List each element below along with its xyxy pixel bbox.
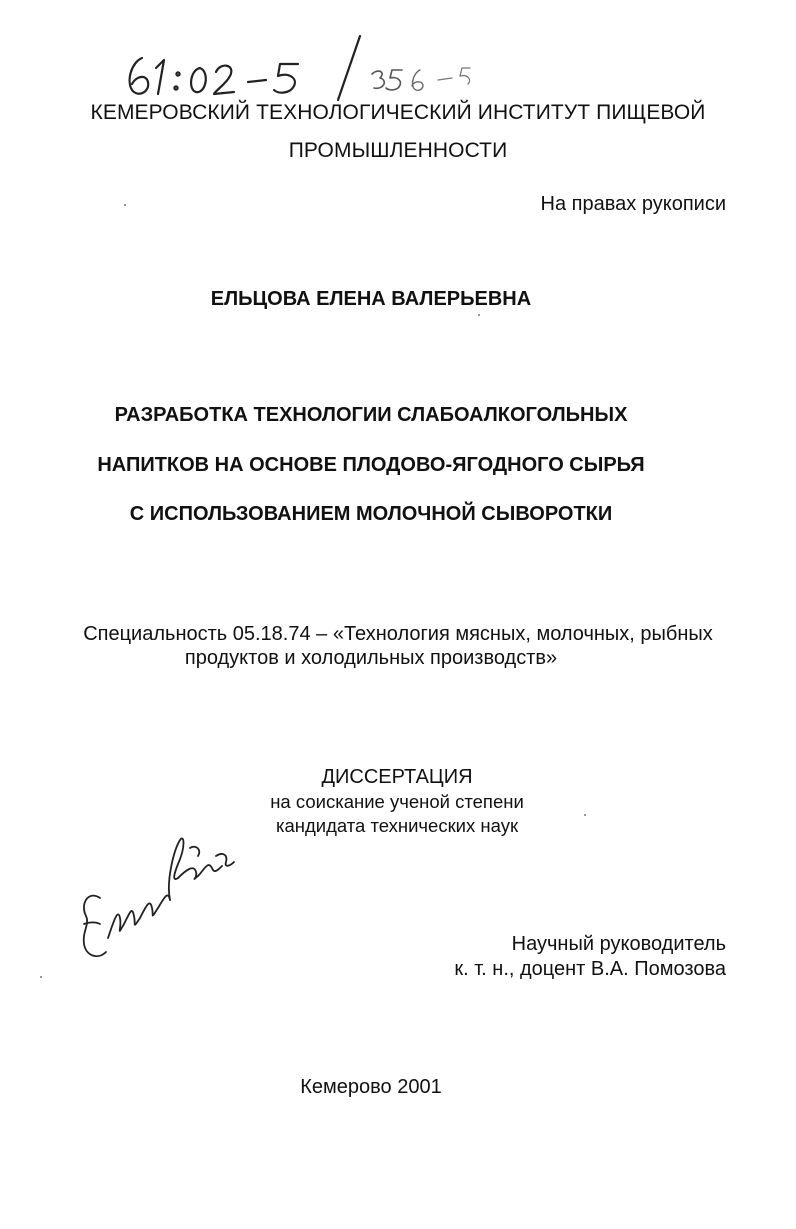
author-signature [70, 820, 240, 980]
dissertation-purpose-line2: кандидата технических наук [275, 815, 519, 836]
scan-speck [40, 976, 42, 978]
dissertation-type: ДИССЕРТАЦИЯ [321, 766, 473, 788]
handwritten-registration-code [120, 28, 540, 108]
rights-notice: На правах рукописи [540, 193, 726, 215]
specialty-line1: Специальность 05.18.74 – «Технология мясных, молочных, рыбных [83, 623, 713, 645]
institute-name-line2: ПРОМЫШЛЕННОСТИ [288, 139, 508, 162]
supervisor-name: к. т. н., доцент В.А. Помозова [454, 958, 726, 980]
dissertation-purpose-line1: на соискание ученой степени [270, 791, 524, 812]
scan-speck [584, 814, 586, 816]
dissertation-title-line1: РАЗРАБОТКА ТЕХНОЛОГИИ СЛАБОАЛКОГОЛЬНЫХ [114, 404, 628, 426]
place-and-year: Кемерово 2001 [300, 1076, 442, 1098]
scan-speck [478, 314, 480, 316]
author-name: ЕЛЬЦОВА ЕЛЕНА ВАЛЕРЬЕВНА [210, 288, 532, 310]
scan-speck [124, 204, 126, 206]
dissertation-title-line2: НАПИТКОВ НА ОСНОВЕ ПЛОДОВО-ЯГОДНОГО СЫРЬЯ [97, 454, 645, 476]
supervisor-label: Научный руководитель [511, 933, 726, 955]
dissertation-title-line3: С ИСПОЛЬЗОВАНИЕМ МОЛОЧНОЙ СЫВОРОТКИ [129, 503, 613, 525]
specialty-line2: продуктов и холодильных производств» [184, 647, 558, 669]
institute-name-line1: КЕМЕРОВСКИЙ ТЕХНОЛОГИЧЕСКИЙ ИНСТИТУТ ПИЩЕВОЙ [90, 101, 706, 124]
